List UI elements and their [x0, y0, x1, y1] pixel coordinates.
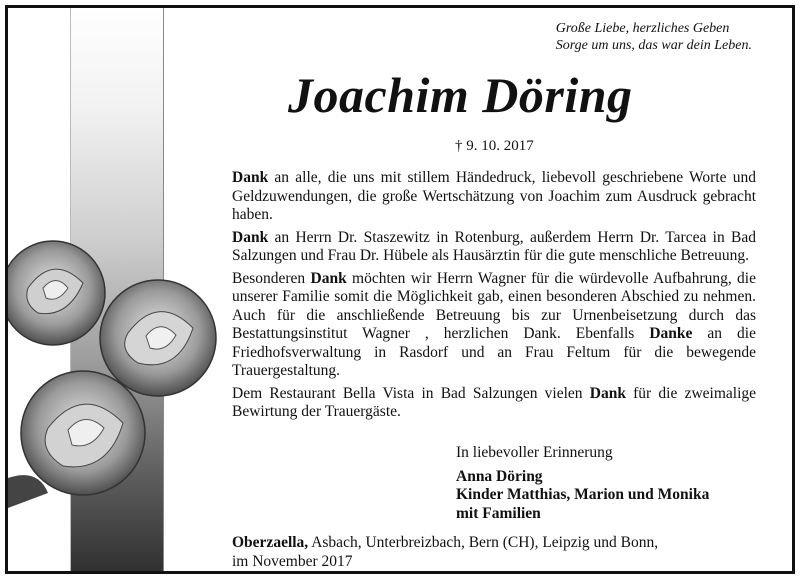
paragraph-text: für die zweimalige Bewirtung der Trauergäste.	[232, 384, 757, 420]
paragraph	[232, 385, 756, 422]
signature-intro: In liebevoller Erinnerung	[456, 444, 613, 461]
paragraph-text: an die Friedhofsverwaltung in Rasdorf und an Frau Feltum für die bewegende Trauergestaltung.	[232, 325, 756, 379]
signature-name: Anna Döring	[456, 467, 543, 485]
signature-name: Kinder Matthias, Marion und Monika	[456, 486, 710, 503]
roses-image	[8, 238, 238, 508]
paragraph	[232, 270, 756, 381]
paragraph-text: an alle, die uns mit stillem Händedruck, liebevoll geschriebene Worte und Geldzuwendungen, die große Wertschätzung von Joachim zum Ausdruck gebracht haben.	[232, 169, 756, 223]
rose-right	[100, 280, 216, 396]
paragraph-text: Besonderen	[232, 269, 311, 287]
death-date: † 9. 10. 2017	[455, 138, 534, 154]
rose-top-left	[8, 241, 105, 345]
paragraph-text: Dem Restaurant Bella Vista in Bad Salzungen vielen	[232, 384, 590, 402]
dank-word: Dank	[589, 384, 626, 402]
motto	[556, 20, 752, 54]
paragraph-text: möchten wir Herrn Wagner für die würdevolle Aufbahrung, die unserer Familie somit die Möglichkeit gab, einen besonderen Abschied zu nehmen. Auch für die anschließende Betreuung bis zur Urnenbeisetzung durch das Bestattungsinstitut Wagner , herzlichen Dank. Ebenfalls	[232, 269, 756, 342]
signature-name: mit Familien	[456, 504, 541, 522]
deceased-name: Joachim Döring	[288, 67, 633, 123]
date-line: im November 2017	[232, 552, 353, 570]
dank-word: Dank	[310, 269, 347, 287]
thanks-text	[232, 169, 756, 426]
danke-word: Danke	[649, 325, 693, 342]
place-town: Oberzaella,	[232, 534, 309, 551]
motto-line: Große Liebe, herzliches Geben	[555, 21, 730, 36]
paragraph-text: an Herrn Dr. Staszewitz in Rotenburg, außerdem Herrn Dr. Tarcea in Bad Salzungen und Frau Dr. Hübele als Hausärztin für die gute menschliche Betreuung.	[232, 228, 756, 264]
place-date	[232, 534, 756, 571]
obituary-frame	[5, 5, 795, 574]
place-rest: Asbach, Unterbreizbach, Bern (CH), Leipzig und Bonn,	[308, 534, 659, 551]
dank-word: Dank	[232, 169, 269, 186]
paragraph	[232, 229, 756, 266]
rose-bottom	[21, 371, 145, 495]
signature	[456, 444, 709, 523]
paragraph	[232, 169, 756, 225]
motto-line: Sorge um uns, das war dein Leben.	[555, 38, 752, 53]
dank-word: Dank	[232, 228, 269, 246]
